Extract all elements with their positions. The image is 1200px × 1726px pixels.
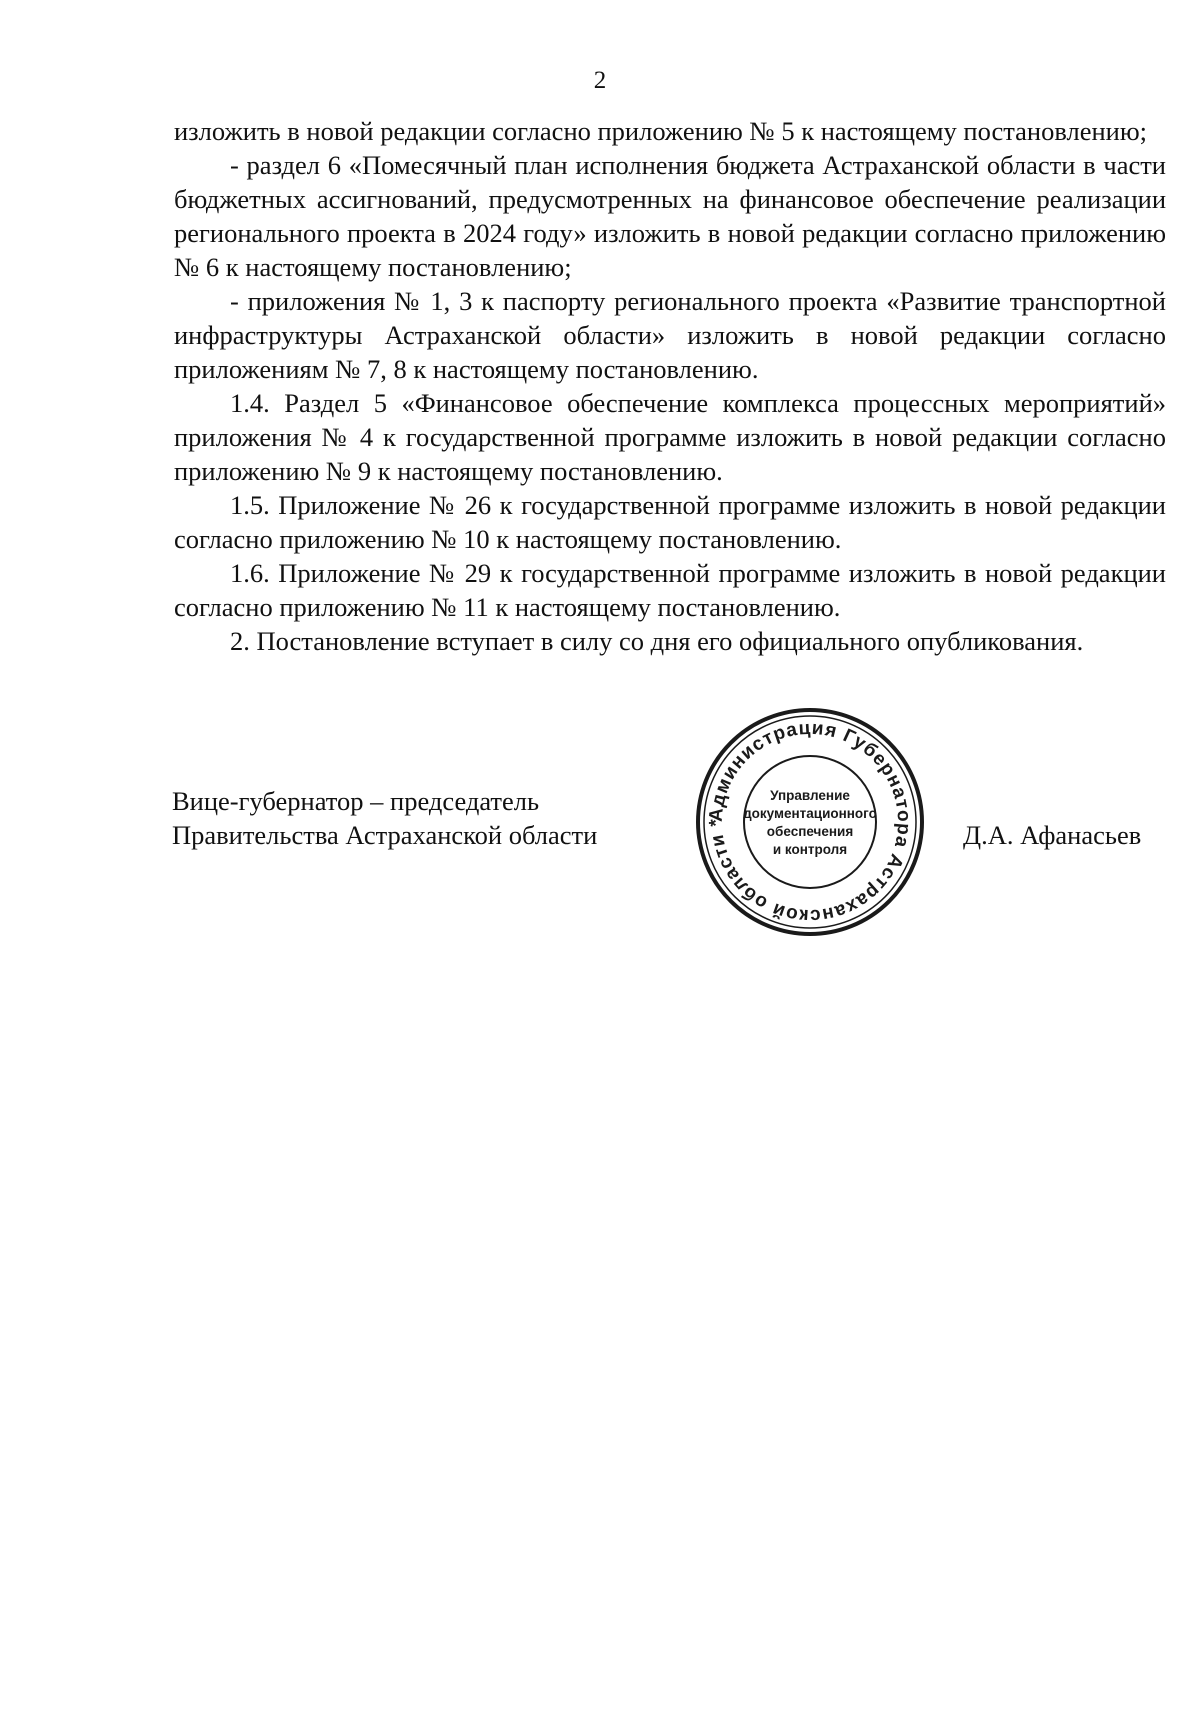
paragraph-1-4: 1.4. Раздел 5 «Финансовое обеспечение комплекса процессных мероприятий» приложения № 4 к государственной программе изложить в новой редакции согласно приложению № 9 к настоящему постановлению. — [174, 388, 1166, 486]
paragraph-1-5: 1.5. Приложение № 26 к государственной программе изложить в новой редакции согласно приложению № 10 к настоящему постановлению. — [174, 490, 1166, 554]
seal-inner-ring — [744, 756, 876, 888]
paragraph-continuation: изложить в новой редакции согласно приложению № 5 к настоящему постановлению; — [174, 116, 1148, 146]
official-seal — [690, 702, 930, 942]
paragraph-appendices-1-3: - приложения № 1, 3 к паспорту регионального проекта «Развитие транспортной инфраструктуры Астраханской области» изложить в новой редакции согласно приложениям № 7, 8 к настоящему постановлению. — [174, 286, 1166, 384]
document-body — [174, 114, 1166, 658]
seal-center-line-2: документационного — [743, 806, 877, 821]
signature-position-line-1: Вице-губернатор – председатель — [172, 786, 540, 816]
paragraph-1-6: 1.6. Приложение № 29 к государственной программе изложить в новой редакции согласно приложению № 11 к настоящему постановлению. — [174, 558, 1166, 622]
seal-graphic — [690, 702, 930, 942]
seal-outer-ring-thin — [704, 716, 916, 928]
signer-name: Д.А. Афанасьев — [963, 820, 1142, 850]
seal-center-line-3: обеспечения — [766, 824, 854, 839]
page-number: 2 — [593, 67, 607, 94]
paragraph-section-6: - раздел 6 «Помесячный план исполнения бюджета Астраханской области в части бюджетных ассигнований, предусмотренных на финансовое обеспечение реализации регионального проекта в 2024 году» изложить в новой редакции согласно приложению № 6 к настоящему постановлению; — [174, 150, 1166, 282]
seal-outer-ring — [698, 710, 922, 934]
seal-center-line-4: и контроля — [772, 842, 848, 857]
signature-position-line-2: Правительства Астраханской области — [172, 820, 598, 850]
seal-center-line-1: Управление — [770, 788, 850, 803]
signature-position — [172, 784, 597, 852]
paragraph-2: 2. Постановление вступает в силу со дня его официального опубликования. — [230, 626, 1084, 656]
seal-ring-text: Администрация Губернатора Астраханской области * — [705, 717, 915, 927]
